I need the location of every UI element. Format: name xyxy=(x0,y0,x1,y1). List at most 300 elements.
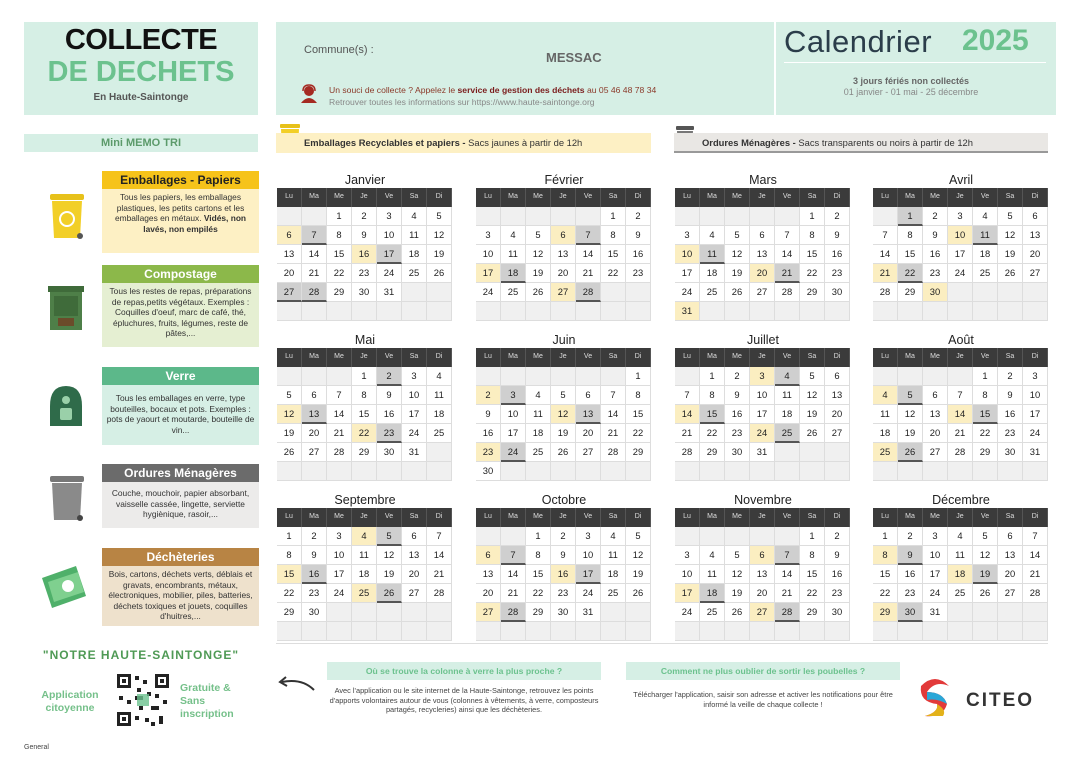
calendar-empty-cell xyxy=(427,603,452,622)
calendar-day: 15 xyxy=(277,565,302,584)
calendar-day: 16 xyxy=(825,245,850,264)
calendar-day: 24 xyxy=(750,424,775,443)
calendar-day: 11 xyxy=(700,565,725,584)
calendar-empty-cell xyxy=(402,302,427,321)
calendar-day: 29 xyxy=(526,603,551,622)
calendar-empty-cell xyxy=(675,462,700,481)
calendar-empty-cell xyxy=(1023,603,1048,622)
calendar-empty-cell xyxy=(501,462,526,481)
calendar-empty-cell xyxy=(576,462,601,481)
calendar-day: 23 xyxy=(725,424,750,443)
calendar-day: 18 xyxy=(948,565,973,584)
calendar-empty-cell xyxy=(750,622,775,641)
card-title-compostage: Compostage xyxy=(102,265,259,283)
month-grid xyxy=(873,188,1049,321)
calendar-day: 24 xyxy=(1023,424,1048,443)
calendar-day: 9 xyxy=(551,546,576,565)
weekday-header: Ma xyxy=(302,508,327,527)
calendar-empty-cell xyxy=(377,622,402,641)
calendar-day: 29 xyxy=(352,443,377,462)
calendar-empty-cell xyxy=(601,462,626,481)
weekday-header: Sa xyxy=(402,188,427,207)
calendar-day: 12 xyxy=(725,565,750,584)
weekday-header: Di xyxy=(626,188,651,207)
calendar-day: 24 xyxy=(576,584,601,603)
calendar-day: 4 xyxy=(427,367,452,386)
calendar-day: 9 xyxy=(352,226,377,245)
calendar-day: 26 xyxy=(427,264,452,283)
calendar-day: 30 xyxy=(923,283,948,302)
calendar-empty-cell xyxy=(551,302,576,321)
weekday-header: Di xyxy=(825,188,850,207)
calendar-day: 15 xyxy=(800,245,825,264)
calendar-day: 11 xyxy=(526,405,551,424)
calendar-empty-cell xyxy=(998,302,1023,321)
calendar-empty-cell xyxy=(601,603,626,622)
month-4 xyxy=(277,332,453,481)
calendar-day: 25 xyxy=(427,424,452,443)
calendar-day: 10 xyxy=(675,245,700,264)
month-6 xyxy=(675,332,851,481)
month-5 xyxy=(476,332,652,481)
calendar-empty-cell xyxy=(1023,302,1048,321)
calendar-day: 19 xyxy=(998,245,1023,264)
month-grid xyxy=(277,508,453,641)
weekday-header: Di xyxy=(825,348,850,367)
calendar-empty-cell xyxy=(277,462,302,481)
calendar-empty-cell xyxy=(352,302,377,321)
calendar-day: 23 xyxy=(923,264,948,283)
calendar-day: 30 xyxy=(302,603,327,622)
weekday-header: Di xyxy=(1023,508,1048,527)
weekday-header: Me xyxy=(526,348,551,367)
month-name: Février xyxy=(544,173,584,187)
calendar-day: 12 xyxy=(551,405,576,424)
calendar-day: 30 xyxy=(825,283,850,302)
calendar-day: 18 xyxy=(973,245,998,264)
calendar-empty-cell xyxy=(402,462,427,481)
calendar-empty-cell xyxy=(898,622,923,641)
weekday-header: Je xyxy=(948,508,973,527)
calendar-empty-cell xyxy=(626,622,651,641)
month-name: Juillet xyxy=(747,333,779,347)
calendar-day: 30 xyxy=(898,603,923,622)
month-2 xyxy=(675,172,851,321)
calendar-empty-cell xyxy=(675,622,700,641)
calendar-day: 1 xyxy=(626,367,651,386)
calendar-empty-cell xyxy=(998,603,1023,622)
calendar-day: 20 xyxy=(302,424,327,443)
calendar-empty-cell xyxy=(352,603,377,622)
calendar-empty-cell xyxy=(775,622,800,641)
calendar-day: 21 xyxy=(948,424,973,443)
calendar-day: 2 xyxy=(626,207,651,226)
card-text-emballages xyxy=(102,189,259,253)
calendar-empty-cell xyxy=(898,302,923,321)
calendar-empty-cell xyxy=(377,603,402,622)
calendar-day: 13 xyxy=(277,245,302,264)
weekday-header: Lu xyxy=(873,188,898,207)
weekday-header: Lu xyxy=(675,348,700,367)
calendar-empty-cell xyxy=(626,462,651,481)
calendar-day: 9 xyxy=(898,546,923,565)
calendar-day: 28 xyxy=(327,443,352,462)
commune-label: Commune(s) : xyxy=(304,44,374,56)
calendar-day: 22 xyxy=(352,424,377,443)
calendar-empty-cell xyxy=(1023,283,1048,302)
calendar-day: 11 xyxy=(948,546,973,565)
calendar-day: 11 xyxy=(402,226,427,245)
calendar-empty-cell xyxy=(800,302,825,321)
calendar-day: 29 xyxy=(277,603,302,622)
calendar-day: 6 xyxy=(302,386,327,405)
calendar-day: 21 xyxy=(427,565,452,584)
calendar-day: 5 xyxy=(526,226,551,245)
calendar-day: 20 xyxy=(576,424,601,443)
calendar-day: 5 xyxy=(277,386,302,405)
calendar-empty-cell xyxy=(601,302,626,321)
calendar-empty-cell xyxy=(476,207,501,226)
calendar-empty-cell xyxy=(327,462,352,481)
calendar-day: 11 xyxy=(700,245,725,264)
calendar-day: 14 xyxy=(501,565,526,584)
calendar-day: 27 xyxy=(277,283,302,302)
calendar-empty-cell xyxy=(700,462,725,481)
calendar-day: 24 xyxy=(501,443,526,462)
calendar-day: 23 xyxy=(825,264,850,283)
weekday-header: Ma xyxy=(501,508,526,527)
weekday-header: Ve xyxy=(377,348,402,367)
calendar-day: 14 xyxy=(775,245,800,264)
calendar-day: 14 xyxy=(601,405,626,424)
calendar-empty-cell xyxy=(923,367,948,386)
app-right-text: Gratuite & Sans inscription xyxy=(180,682,234,720)
calendar-empty-cell xyxy=(725,622,750,641)
weekday-header: Me xyxy=(725,188,750,207)
calendar-day: 21 xyxy=(873,264,898,283)
calendar-day: 25 xyxy=(873,443,898,462)
arrow-left-icon xyxy=(274,672,318,696)
commune-header xyxy=(276,22,774,115)
month-10 xyxy=(675,492,851,641)
weekday-header: Me xyxy=(526,188,551,207)
calendar-day: 10 xyxy=(501,405,526,424)
calendar-day: 25 xyxy=(402,264,427,283)
calendar-day: 28 xyxy=(873,283,898,302)
calendar-day: 12 xyxy=(377,546,402,565)
month-name: Août xyxy=(948,333,974,347)
calendar-day: 2 xyxy=(377,367,402,386)
weekday-header: Ve xyxy=(576,348,601,367)
calendar-day: 14 xyxy=(675,405,700,424)
calendar-empty-cell xyxy=(626,283,651,302)
calendar-empty-cell xyxy=(551,622,576,641)
weekday-header: Lu xyxy=(476,188,501,207)
calendar-day: 24 xyxy=(923,584,948,603)
calendar-day: 10 xyxy=(476,245,501,264)
calendar-day: 4 xyxy=(501,226,526,245)
calendar-day: 23 xyxy=(352,264,377,283)
calendar-day: 26 xyxy=(725,283,750,302)
calendar-day: 20 xyxy=(923,424,948,443)
calendar-empty-cell xyxy=(800,622,825,641)
calendar-day: 7 xyxy=(501,546,526,565)
calendar-day: 21 xyxy=(327,424,352,443)
calendar-day: 26 xyxy=(973,584,998,603)
calendar-day: 17 xyxy=(675,584,700,603)
month-name: Octobre xyxy=(541,493,587,507)
month-grid xyxy=(476,188,652,321)
calendar-day: 27 xyxy=(998,584,1023,603)
waste-center-icon xyxy=(36,556,96,616)
calendar-day: 11 xyxy=(352,546,377,565)
calendar-day: 1 xyxy=(526,527,551,546)
calendar-day: 25 xyxy=(601,584,626,603)
calendar-day: 3 xyxy=(948,207,973,226)
calendar-day: 1 xyxy=(800,527,825,546)
title-block xyxy=(24,22,258,115)
faq-glass-title: Où se trouve la colonne à verre la plus proche ? xyxy=(327,662,601,680)
calendar-day: 3 xyxy=(675,546,700,565)
calendar-day: 26 xyxy=(626,584,651,603)
calendar-day: 1 xyxy=(601,207,626,226)
title-line2: DE DECHETS xyxy=(47,56,235,88)
weekday-header: Me xyxy=(327,188,352,207)
calendar-empty-cell xyxy=(973,603,998,622)
calendar-day: 7 xyxy=(601,386,626,405)
calendar-day: 28 xyxy=(775,603,800,622)
calendar-empty-cell xyxy=(825,622,850,641)
month-grid xyxy=(675,348,851,481)
calendar-day: 12 xyxy=(427,226,452,245)
calendar-day: 15 xyxy=(973,405,998,424)
weekday-header: Je xyxy=(750,508,775,527)
calendar-day: 25 xyxy=(700,603,725,622)
calendar-day: 11 xyxy=(873,405,898,424)
calendar-day: 12 xyxy=(277,405,302,424)
calendar-day: 18 xyxy=(526,424,551,443)
calendar-empty-cell xyxy=(277,367,302,386)
calendar-day: 14 xyxy=(775,565,800,584)
month-name: Mars xyxy=(749,173,777,187)
weekday-header: Ma xyxy=(501,348,526,367)
calendar-day: 19 xyxy=(377,565,402,584)
weekday-header: Di xyxy=(427,508,452,527)
calendar-empty-cell xyxy=(948,603,973,622)
calendar-day: 18 xyxy=(427,405,452,424)
calendar-empty-cell xyxy=(501,367,526,386)
calendar-day: 14 xyxy=(948,405,973,424)
card-text-decheteries: Bois, cartons, déchets verts, déblais et gravats, encombrants, métaux, électroniques, mobilier, piles, batteries, déchets toxiques et jouets, coquilles d'huitres,... xyxy=(102,566,259,626)
weekday-header: Ve xyxy=(973,508,998,527)
weekday-header: Je xyxy=(948,188,973,207)
calendar-day: 6 xyxy=(825,367,850,386)
calendar-empty-cell xyxy=(476,302,501,321)
calendar-day: 31 xyxy=(1023,443,1048,462)
calendar-day: 26 xyxy=(377,584,402,603)
calendar-day: 17 xyxy=(476,264,501,283)
calendar-year: 2025 xyxy=(962,24,1029,57)
calendar-day: 10 xyxy=(675,565,700,584)
calendar-day: 22 xyxy=(800,584,825,603)
weekday-header: Di xyxy=(1023,348,1048,367)
calendar-day: 11 xyxy=(427,386,452,405)
calendar-day: 31 xyxy=(750,443,775,462)
calendar-empty-cell xyxy=(873,367,898,386)
yellow-bin-icon xyxy=(36,186,96,246)
weekday-header: Ma xyxy=(700,188,725,207)
calendar-empty-cell xyxy=(775,443,800,462)
calendar-day: 9 xyxy=(825,546,850,565)
contact-service: service de gestion des déchets xyxy=(457,85,585,95)
calendar-day: 25 xyxy=(948,584,973,603)
calendar-day: 19 xyxy=(898,424,923,443)
weekday-header: Lu xyxy=(277,348,302,367)
weekday-header: Sa xyxy=(601,508,626,527)
weekday-header: Sa xyxy=(998,188,1023,207)
faq-glass-text: Avec l'application ou le site internet de la Haute-Saintonge, retrouvez les points d'apports volontaires autour de vous (colonnes à vêtements, à verre, composteurs partagés, recycleries) ainsi que les déchèteries. xyxy=(329,686,599,714)
weekday-header: Sa xyxy=(402,508,427,527)
calendar-word: Calendrier xyxy=(784,24,933,59)
calendar-empty-cell xyxy=(601,367,626,386)
calendar-day: 13 xyxy=(476,565,501,584)
calendar-day: 9 xyxy=(377,386,402,405)
calendar-day: 21 xyxy=(775,264,800,283)
calendar-empty-cell xyxy=(427,443,452,462)
month-name: Décembre xyxy=(932,493,990,507)
calendar-day: 3 xyxy=(501,386,526,405)
calendar-day: 16 xyxy=(476,424,501,443)
calendar-empty-cell xyxy=(526,207,551,226)
calendar-day: 28 xyxy=(775,283,800,302)
weekday-header: Di xyxy=(626,348,651,367)
calendar-day: 11 xyxy=(775,386,800,405)
calendar-day: 14 xyxy=(427,546,452,565)
calendar-day: 5 xyxy=(725,546,750,565)
weekday-header: Sa xyxy=(998,508,1023,527)
calendar-day: 13 xyxy=(551,245,576,264)
weekday-header: Me xyxy=(923,348,948,367)
legend-recyclables-text: Sacs jaunes à partir de 12h xyxy=(468,137,583,148)
calendar-empty-cell xyxy=(302,462,327,481)
calendar-day: 17 xyxy=(402,405,427,424)
calendar-day: 3 xyxy=(377,207,402,226)
calendar-day: 8 xyxy=(327,226,352,245)
calendar-day: 10 xyxy=(923,546,948,565)
weekday-header: Ve xyxy=(775,348,800,367)
month-name: Avril xyxy=(948,173,974,187)
calendar-day: 16 xyxy=(923,245,948,264)
weekday-header: Me xyxy=(923,508,948,527)
calendar-empty-cell xyxy=(923,302,948,321)
calendar-day: 22 xyxy=(800,264,825,283)
weekday-header: Di xyxy=(1023,188,1048,207)
weekday-header: Sa xyxy=(998,348,1023,367)
calendar-day: 24 xyxy=(948,264,973,283)
calendar-empty-cell xyxy=(402,603,427,622)
calendar-day: 5 xyxy=(626,527,651,546)
calendar-day: 25 xyxy=(352,584,377,603)
calendar-day: 16 xyxy=(352,245,377,264)
calendar-day: 11 xyxy=(601,546,626,565)
calendar-day: 4 xyxy=(948,527,973,546)
calendar-day: 12 xyxy=(998,226,1023,245)
calendar-day: 7 xyxy=(427,527,452,546)
calendar-day: 14 xyxy=(327,405,352,424)
calendar-empty-cell xyxy=(675,367,700,386)
calendar-day: 1 xyxy=(327,207,352,226)
calendar-empty-cell xyxy=(1023,462,1048,481)
citeo-logo: CITEO xyxy=(966,690,1035,711)
calendar-day: 16 xyxy=(998,405,1023,424)
calendar-day: 16 xyxy=(377,405,402,424)
weekday-header: Sa xyxy=(800,508,825,527)
calendar-empty-cell xyxy=(427,302,452,321)
weekday-header: Ma xyxy=(898,508,923,527)
calendar-day: 18 xyxy=(700,584,725,603)
calendar-empty-cell xyxy=(576,622,601,641)
calendar-day: 7 xyxy=(948,386,973,405)
calendar-day: 29 xyxy=(873,603,898,622)
calendar-day: 26 xyxy=(277,443,302,462)
calendar-empty-cell xyxy=(327,622,352,641)
calendar-day: 24 xyxy=(377,264,402,283)
calendar-day: 13 xyxy=(750,565,775,584)
calendar-empty-cell xyxy=(948,462,973,481)
calendar-day: 1 xyxy=(898,207,923,226)
calendar-day: 22 xyxy=(277,584,302,603)
calendar-day: 23 xyxy=(302,584,327,603)
calendar-empty-cell xyxy=(700,527,725,546)
calendar-day: 7 xyxy=(873,226,898,245)
calendar-empty-cell xyxy=(825,462,850,481)
weekday-header: Ma xyxy=(700,508,725,527)
month-8 xyxy=(277,492,453,641)
commune-value: MESSAC xyxy=(546,50,602,65)
calendar-day: 9 xyxy=(476,405,501,424)
calendar-day: 2 xyxy=(551,527,576,546)
card-bold-text: Vidés, non lavés, non empilés xyxy=(143,213,247,234)
calendar-empty-cell xyxy=(601,622,626,641)
weekday-header: Ma xyxy=(302,188,327,207)
calendar-day: 19 xyxy=(427,245,452,264)
calendar-empty-cell xyxy=(800,443,825,462)
calendar-day: 21 xyxy=(601,424,626,443)
faq-reminder-text: Télécharger l'application, saisir son adresse et activer les notifications pour être informé la veille de chaque collecte ! xyxy=(633,690,893,709)
calendar-day: 14 xyxy=(302,245,327,264)
weekday-header: Me xyxy=(526,508,551,527)
calendar-day: 25 xyxy=(526,443,551,462)
weekday-header: Ve xyxy=(377,508,402,527)
calendar-empty-cell xyxy=(476,527,501,546)
calendar-day: 28 xyxy=(675,443,700,462)
calendar-empty-cell xyxy=(576,367,601,386)
card-title-verre: Verre xyxy=(102,367,259,385)
calendar-empty-cell xyxy=(898,367,923,386)
calendar-day: 19 xyxy=(277,424,302,443)
calendar-day: 6 xyxy=(750,226,775,245)
calendar-empty-cell xyxy=(427,283,452,302)
calendar-header xyxy=(776,22,1056,115)
qr-code-icon[interactable] xyxy=(115,672,171,728)
calendar-day: 19 xyxy=(725,584,750,603)
weekday-header: Ma xyxy=(898,348,923,367)
month-grid xyxy=(873,348,1049,481)
calendar-day: 8 xyxy=(800,226,825,245)
calendar-day: 26 xyxy=(898,443,923,462)
weekday-header: Ve xyxy=(775,188,800,207)
calendar-day: 20 xyxy=(551,264,576,283)
